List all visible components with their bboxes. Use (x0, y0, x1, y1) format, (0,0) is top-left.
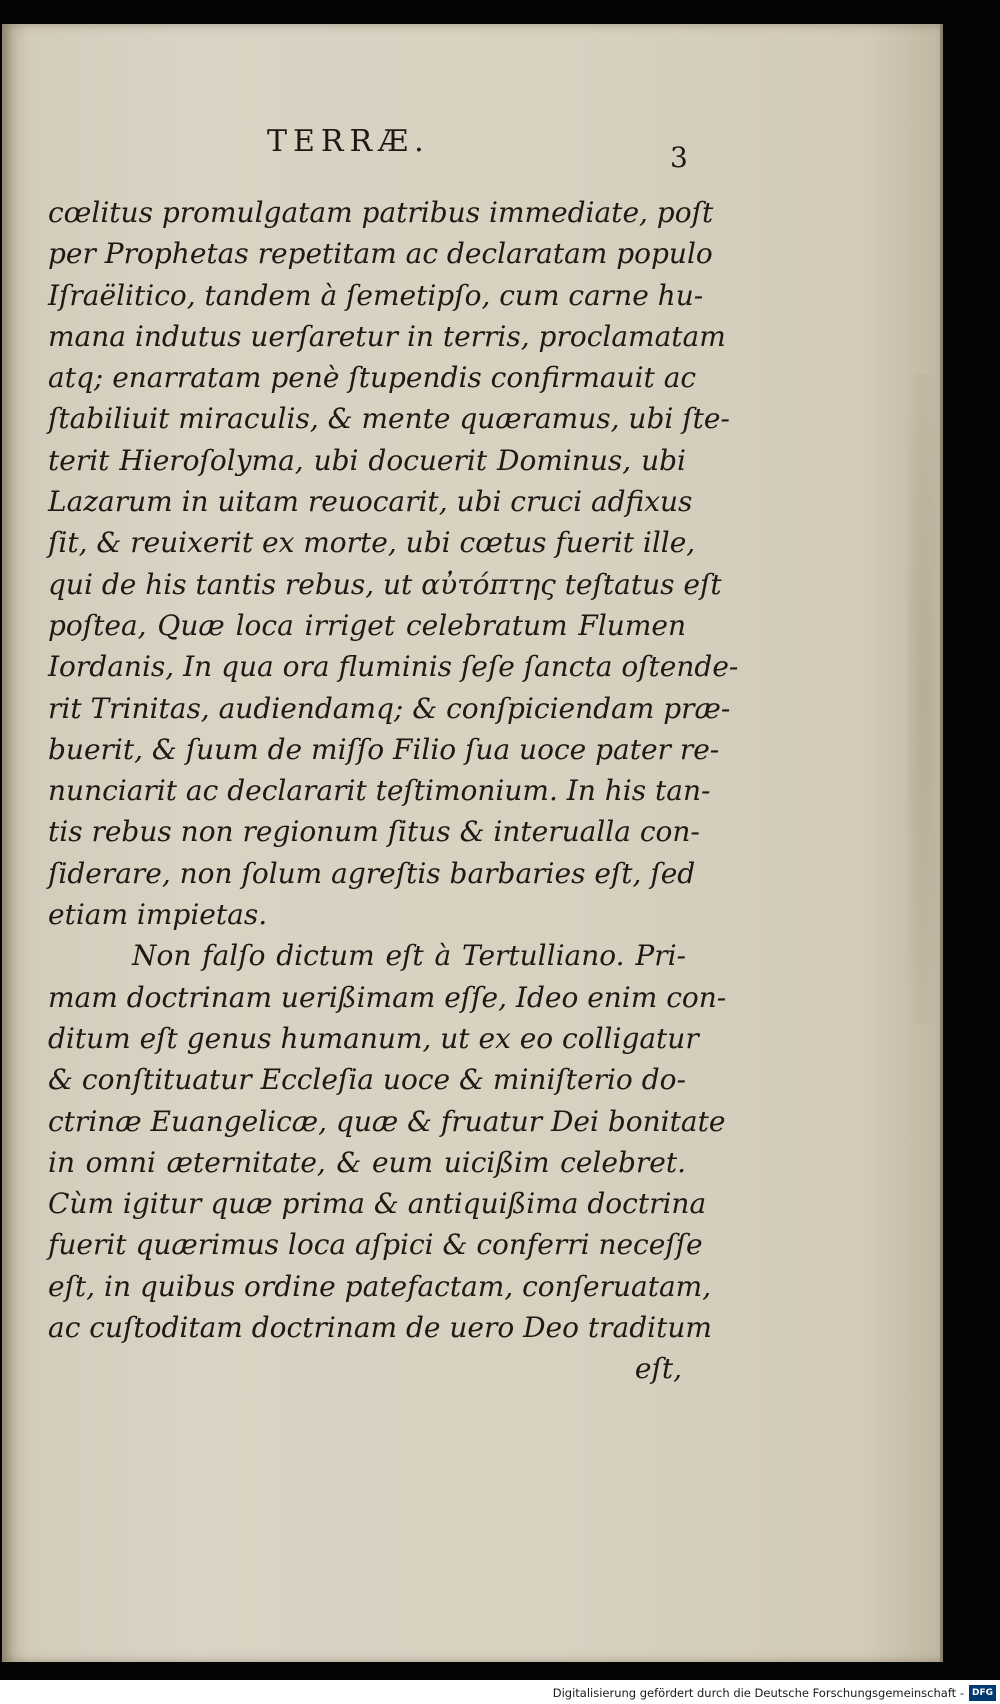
text-line: buerit, & ſuum de miſſo Filio ſua uoce pater re- (48, 732, 720, 766)
footer-bar (0, 1680, 1000, 1704)
funding-credit: Digitalisierung gefördert durch die Deutsche Forschungsgemeinschaft - (552, 1686, 964, 1700)
book-page (2, 24, 943, 1662)
text-line: Cùm igitur quæ prima & antiquißima doctrina (48, 1187, 707, 1221)
paragraph-start-line: Non falſo dictum eſt à Tertulliano. Pri- (132, 939, 686, 973)
text-line: ac cuſtoditam doctrinam de uero Deo traditum (48, 1311, 712, 1345)
text-line: ditum eſt genus humanum, ut ex eo colligatur (48, 1021, 699, 1055)
text-line: ſit, & reuixerit ex morte, ubi cœtus fuerit ille, (48, 526, 696, 560)
text-line: mam doctrinam uerißimam eſſe, Ideo enim con- (48, 980, 727, 1014)
text-line: Iſraëlitico, tandem à ſemetipſo, cum carne hu- (48, 278, 704, 312)
text-line: nunciarit ac declararit teſtimonium. In his tan- (48, 774, 711, 808)
text-line: tis rebus non regionum ſitus & interualla con- (48, 815, 700, 849)
text-line: etiam impietas. (48, 898, 268, 932)
text-line: ſiderare, non ſolum agreſtis barbaries eſt, ſed (48, 856, 696, 890)
page-number: 3 (670, 141, 688, 174)
text-line: Lazarum in uitam reuocarit, ubi cruci adfixus (48, 485, 693, 519)
text-line: cœlitus promulgatam patribus immediate, poſt (48, 196, 714, 229)
body-text (48, 192, 739, 1390)
text-line: fuerit quærimus loca aſpici & conferri neceſſe (48, 1228, 703, 1262)
text-line: atq; enarratam penè ſtupendis confirmauit ac (48, 361, 697, 395)
text-line: poſtea, Quæ loca irriget celebratum Flumen (48, 608, 686, 642)
text-line: in omni æternitate, & eum uicißim celebret. (48, 1145, 686, 1179)
text-line: Iordanis, In qua ora fluminis ſeſe ſancta oſtende- (48, 650, 739, 684)
text-line: rit Trinitas, audiendamq; & conſpiciendam præ- (48, 691, 731, 725)
text-line: & conſtituatur Eccleſia uoce & miniſterio do- (48, 1063, 686, 1097)
text-line: ſtabiliuit miraculis, & mente quæramus, ubi ſte- (48, 402, 730, 436)
dfg-logo: DFG (969, 1685, 996, 1701)
text-line: terit Hieroſolyma, ubi docuerit Dominus, ubi (48, 443, 686, 477)
text-line: mana indutus uerſaretur in terris, proclamatam (48, 319, 726, 353)
text-line: eſt, in quibus ordine patefactam, conſeruatam, (48, 1269, 712, 1303)
running-head: TERRÆ. (267, 124, 430, 159)
catchword: eſt, (634, 1352, 682, 1386)
text-line: per Prophetas repetitam ac declaratam populo (48, 237, 713, 271)
text-line: qui de his tantis rebus, ut αὐτόπτης teſtatus eſt (48, 567, 722, 601)
text-line: ctrinæ Euangelicæ, quæ & fruatur Dei bonitate (48, 1104, 726, 1138)
